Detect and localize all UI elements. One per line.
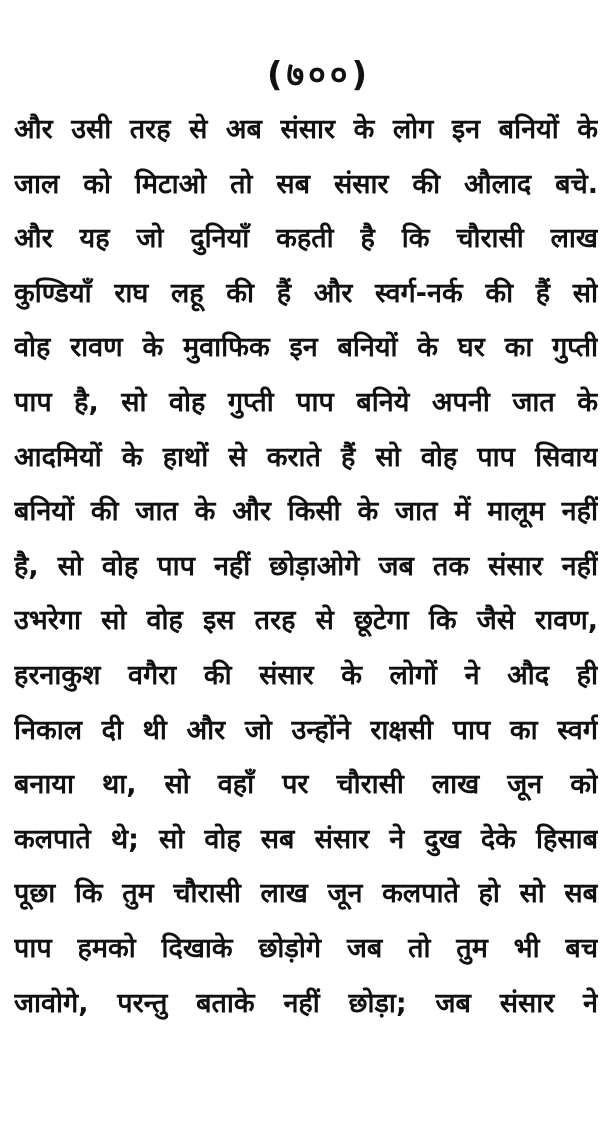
text-line: कलपाते थे; सो वोह सब संसार ने दुख देके हिसाब xyxy=(14,823,598,855)
text-line: बनियों की जात के और किसी के जात में मालूम नहीं xyxy=(14,496,598,528)
text-line: पाप है, सो वोह गुप्ती पाप बनिये अपनी जात के xyxy=(14,386,598,418)
text-line: पूछा कि तुम चौरासी लाख जून कलपाते हो सो सब xyxy=(14,878,598,910)
text-line: हरनाकुश वगैरा की संसार के लोगों ने औद ही xyxy=(14,659,598,691)
text-line: और उसी तरह से अब संसार के लोग इन बनियों के xyxy=(14,114,598,145)
text-line: है, सो वोह पाप नहीं छोड़ाओगे जब तक संसार नहीं xyxy=(14,550,598,582)
page-number: (७००) xyxy=(266,55,372,95)
text-line: और यह जो दुनियाँ कहती है कि चौरासी लाख xyxy=(14,223,598,255)
text-line: आदमियों के हाथों से कराते हैं सो वोह पाप सिवाय xyxy=(14,441,598,473)
text-line: जावोगे, परन्तु बताके नहीं छोड़ा; जब संसार ने xyxy=(14,987,598,1019)
text-line: बनाया था, सो वहाँ पर चौरासी लाख जून को xyxy=(14,769,598,801)
text-line: पाप हमको दिखाके छोड़ोगे जब तो तुम भी बच xyxy=(14,932,598,964)
text-line: कुण्डियाँ राघ लहू की हैं और स्वर्ग-नर्क की हैं सो xyxy=(14,277,598,309)
text-line: निकाल दी थी और जो उन्होंने राक्षसी पाप का स्वर्ग xyxy=(14,714,598,746)
text-line: उभरेगा सो वोह इस तरह से छूटेगा कि जैसे रावण, xyxy=(14,605,598,637)
text-line: वोह रावण के मुवाफिक इन बनियों के घर का गुप्ती xyxy=(14,332,598,364)
body-text xyxy=(14,103,598,1031)
text-line: जाल को मिटाओ तो सब संसार की औलाद बचे. xyxy=(14,168,598,200)
